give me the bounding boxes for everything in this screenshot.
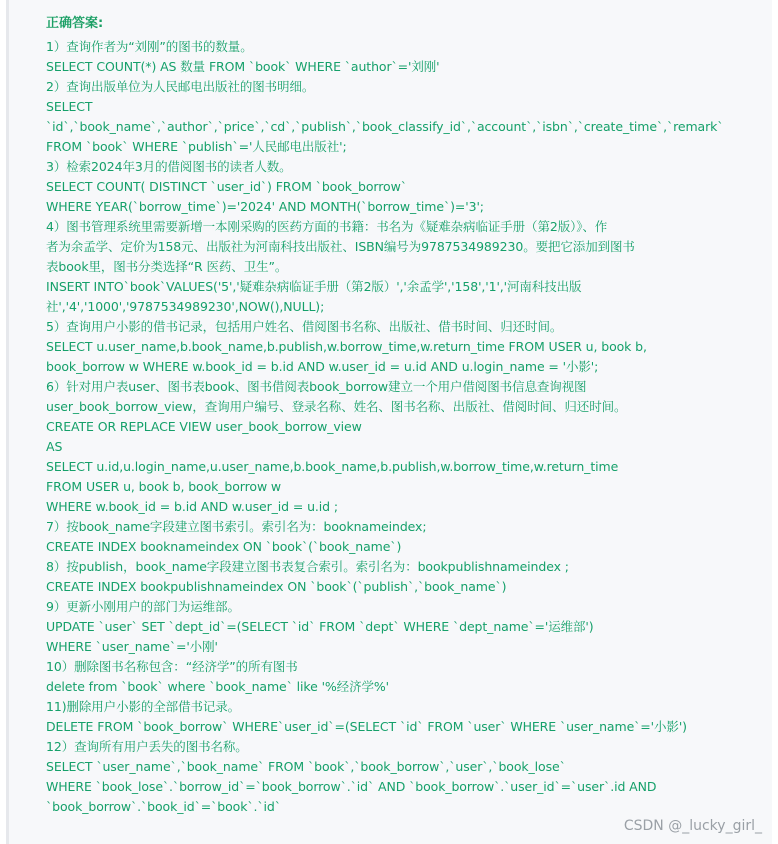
answer-line: 10）删除图书名称包含：“经济学”的所有图书 — [46, 659, 298, 674]
answer-line: `book_borrow`.`book_id`=`book`.`id` — [46, 799, 281, 814]
answer-line: 7）按book_name字段建立图书索引。索引名为：booknameindex; — [46, 519, 427, 534]
answer-line: WHERE YEAR(`borrow_time`)='2024' AND MONTH(`borrow_time`)='3'; — [46, 199, 484, 214]
answer-line: 社','4','1000','9787534989230',NOW(),NULL); — [46, 299, 325, 314]
answer-line: 12）查询所有用户丢失的图书名称。 — [46, 739, 248, 754]
answer-line: 11)删除用户小影的全部借书记录。 — [46, 699, 241, 714]
answer-line: UPDATE `user` SET `dept_id`=(SELECT `id` FROM `dept` WHERE `dept_name`='运维部') — [46, 619, 594, 634]
answer-line: DELETE FROM `book_borrow` WHERE`user_id`=(SELECT `id` FROM `user` WHERE `user_name`='小影') — [46, 719, 687, 734]
answer-line: 1）查询作者为“刘刚”的图书的数量。 — [46, 39, 253, 54]
answer-line: WHERE `user_name`='小刚' — [46, 639, 218, 654]
answer-line: user_book_borrow_view，查询用户编号、登录名称、姓名、图书名称、出版社、借阅时间、归还时间。 — [46, 399, 627, 414]
answer-title: 正确答案: — [46, 16, 104, 31]
answer-line: 8）按publish，book_name字段建立图书表复合索引。索引名为：bookpublishnameindex ; — [46, 559, 569, 574]
answer-line: 3）检索2024年3月的借阅图书的读者人数。 — [46, 159, 292, 174]
answer-line: WHERE w.book_id = b.id AND w.user_id = u.id ; — [46, 499, 338, 514]
answer-line: SELECT `user_name`,`book_name` FROM `book`,`book_borrow`,`user`,`book_lose` — [46, 759, 566, 774]
answer-line: SELECT COUNT(*) AS 数量 FROM `book` WHERE `author`='刘刚' — [46, 59, 440, 74]
answer-line: 表book里，图书分类选择“R 医药、卫生”。 — [46, 259, 288, 274]
answer-line: CREATE INDEX bookpublishnameindex ON `book`(`publish`,`book_name`) — [46, 579, 507, 594]
answer-line: SELECT COUNT( DISTINCT `user_id`) FROM `book_borrow` — [46, 179, 407, 194]
answer-line: 5）查询用户小影的借书记录，包括用户姓名、借阅图书名称、出版社、借书时间、归还时间。 — [46, 319, 563, 334]
answer-line: delete from `book` where `book_name` like '%经济学%' — [46, 679, 389, 694]
answer-body — [46, 37, 746, 817]
watermark: CSDN @_lucky_girl_ — [623, 818, 762, 834]
answer-line: AS — [46, 439, 63, 454]
answer-line: 9）更新小刚用户的部门为运维部。 — [46, 599, 240, 614]
answer-line: 4）图书管理系统里需要新增一本刚采购的医药方面的书籍：书名为《疑难杂病临证手册（第2版）》、作 — [46, 219, 608, 234]
answer-line: FROM `book` WHERE `publish`='人民邮电出版社'; — [46, 139, 347, 154]
answer-line: SELECT u.id,u.login_name,u.user_name,b.book_name,b.publish,w.borrow_time,w.return_time — [46, 459, 619, 474]
answer-line: SELECT u.user_name,b.book_name,b.publish,w.borrow_time,w.return_time FROM USER u, book b, — [46, 339, 647, 354]
answer-line: book_borrow w WHERE w.book_id = b.id AND w.user_id = u.id AND u.login_name = '小影'; — [46, 359, 599, 374]
answer-line: FROM USER u, book b, book_borrow w — [46, 479, 282, 494]
answer-line: INSERT INTO`book`VALUES('5','疑难杂病临证手册（第2版）','余孟学','158','1','河南科技出版 — [46, 279, 582, 294]
answer-line: CREATE INDEX booknameindex ON `book`(`book_name`) — [46, 539, 402, 554]
answer-line: 2）查询出版单位为人民邮电出版社的图书明细。 — [46, 79, 315, 94]
answer-line: `id`,`book_name`,`author`,`price`,`cd`,`publish`,`book_classify_id`,`account`,`isbn`,`create_time`,`remark` — [46, 119, 724, 134]
answer-line: CREATE OR REPLACE VIEW user_book_borrow_view — [46, 419, 362, 434]
answer-line: WHERE `book_lose`.`borrow_id`=`book_borrow`.`id` AND `book_borrow`.`user_id`=`user`.id AND — [46, 779, 657, 794]
answer-line: 者为余孟学、定价为158元、出版社为河南科技出版社、ISBN编号为9787534989230。要把它添加到图书 — [46, 239, 635, 254]
answer-line: 6）针对用户表user、图书表book、图书借阅表book_borrow建立一个用户借阅图书信息查询视图 — [46, 379, 587, 394]
answer-line: SELECT — [46, 99, 93, 114]
